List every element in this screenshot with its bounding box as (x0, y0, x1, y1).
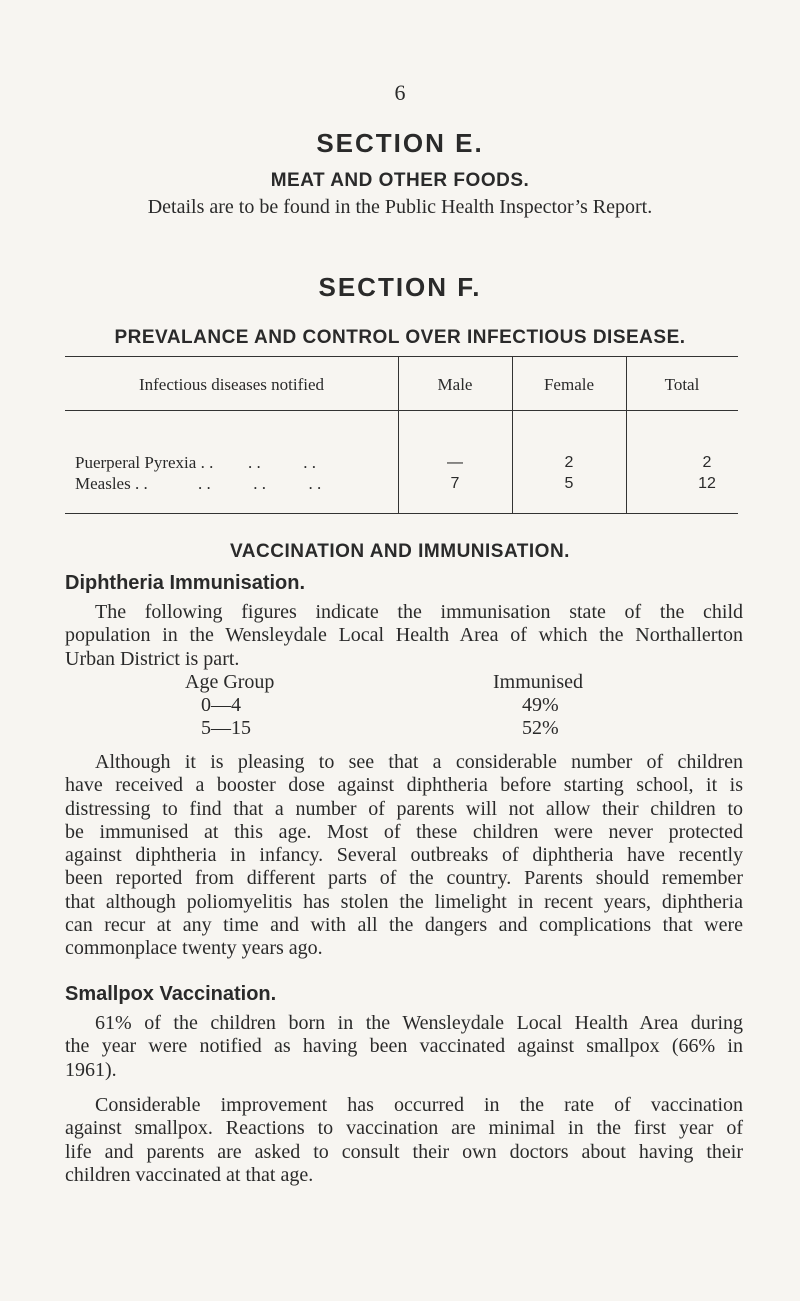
diphtheria-intro-paragraph (65, 601, 743, 671)
text-line: Considerable improvement has occurred in the rate of vaccination (95, 1094, 743, 1116)
text-line: against diphtheria in infancy. Several outbreaks of diphtheria have recently (65, 844, 743, 867)
text-line: commonplace twenty years ago. (65, 937, 323, 960)
diphtheria-heading: Diphtheria Immunisation. (65, 572, 306, 594)
section-e-text: Details are to be found in the Public Health Inspector’s Report. (147, 196, 653, 218)
text-line: can recur at any time and with all the dangers and complications that were (65, 914, 743, 937)
col-header-female: Female (543, 375, 595, 394)
text-line: the year were notified as having been vaccinated against smallpox (66% in (65, 1035, 743, 1058)
immunised-value: 52% (522, 717, 559, 739)
row-female-value: 2 (564, 454, 574, 471)
text-line: been reported from different parts of the country. Parents should remember (65, 867, 743, 890)
table-header-rule (65, 410, 738, 411)
table-top-rule (65, 356, 738, 357)
row-total-value: 12 (698, 475, 716, 492)
text-line: against smallpox. Reactions to vaccination are minimal in the first year of (65, 1117, 743, 1140)
age-group-value: 5—15 (201, 717, 251, 739)
immunised-header: Immunised (493, 671, 583, 693)
text-line: population in the Wensleydale Local Health Area of which the Northallerton (65, 624, 743, 647)
text-line: children vaccinated at that age. (65, 1163, 314, 1186)
age-group-header: Age Group (185, 671, 275, 693)
col-header-disease: Infectious diseases notified (138, 375, 325, 394)
immunised-value: 49% (522, 694, 559, 716)
page-number: 6 (394, 80, 406, 105)
text-line: The following figures indicate the immunisation state of the child (95, 601, 743, 623)
table-bottom-rule (65, 513, 738, 514)
row-disease-name: Puerperal Pyrexia . . (75, 453, 214, 472)
row-total-value: 2 (702, 454, 712, 471)
text-line: 61% of the children born in the Wensleydale Local Health Area during (95, 1012, 743, 1034)
text-line: Urban District is part. (65, 647, 240, 670)
smallpox-heading: Smallpox Vaccination. (65, 983, 277, 1005)
diphtheria-body-paragraph (65, 751, 743, 961)
section-f-subheading: PREVALANCE AND CONTROL OVER INFECTIOUS DISEASE. (114, 327, 686, 348)
section-e-subheading: MEAT AND OTHER FOODS. (270, 170, 530, 191)
col-header-total: Total (664, 375, 700, 394)
text-line: 1961). (65, 1058, 117, 1081)
section-f-heading: SECTION F. (318, 272, 482, 302)
text-line: be immunised at this age. Most of these children were never protected (65, 820, 743, 843)
row-disease-name: Measles . . (75, 474, 148, 493)
age-group-value: 0—4 (201, 694, 241, 716)
text-line: life and parents are asked to consult their own doctors about having their (65, 1140, 743, 1163)
text-line: have received a booster dose against diphtheria before starting school, it is (65, 774, 743, 797)
row-female-value: 5 (564, 475, 574, 492)
row-leader-dots: . . . . (248, 453, 316, 472)
vaccination-heading: VACCINATION AND IMMUNISATION. (230, 541, 570, 562)
row-male-value: 7 (450, 475, 460, 492)
smallpox-paragraph-2 (65, 1094, 743, 1187)
row-leader-dots: . . . . . . (198, 474, 322, 493)
text-line: that although poliomyelitis has stolen the limelight in recent years, diphtheria (65, 890, 743, 913)
text-line: distressing to find that a number of parents will not allow their children to (65, 797, 743, 820)
text-line: Although it is pleasing to see that a considerable number of children (95, 751, 743, 773)
section-e-heading: SECTION E. (316, 128, 484, 158)
row-male-value: — (447, 454, 463, 471)
smallpox-paragraph-1 (65, 1012, 743, 1082)
col-header-male: Male (437, 375, 473, 394)
